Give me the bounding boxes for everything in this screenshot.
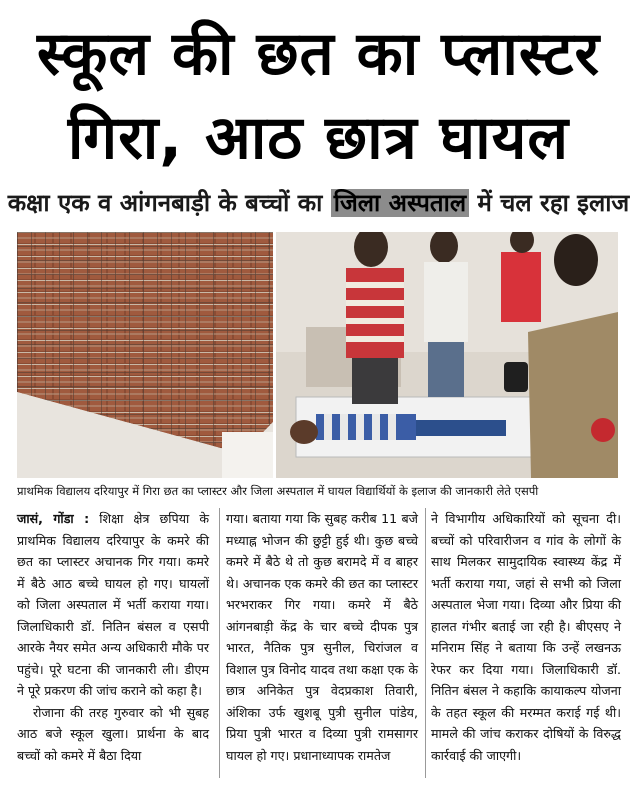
article-paragraph — [17, 508, 209, 702]
subheadline-before: कक्षा एक व आंगनबाड़ी के बच्चों का — [7, 189, 331, 217]
subheadline — [0, 186, 637, 220]
column-divider — [219, 508, 220, 778]
article-text: शिक्षा क्षेत्र छपिया के प्राथमिक विद्यालय दरियापुर के कमरे की छत का प्लास्टर अचानक गिर गया। कमरे में बैठे आठ बच्चे घायल हो गए। घायलों को जिला अस्पताल में भर्ती कराया गया। जिलाधिकारी डॉ. नितिन बंसल व एसपी आरके नैयर समेत अन्य अधिकारी मौके पर पहुंचे। पूरे घटना की जानकारी ली। डीएम ने पूरे प्रकरण की जांच कराने को कहा है। — [17, 511, 210, 698]
article-column-2 — [226, 508, 418, 766]
column-divider — [425, 508, 426, 778]
hospital-illustration — [276, 232, 618, 478]
article-column-1 — [17, 508, 209, 766]
article-paragraph: ने विभागीय अधिकारियों को सूचना दी। बच्चों को परिवारीजन व गांव के लोगों के साथ मिलकर सामुदायिक स्वास्थ्य केंद्र में भर्ती कराया गया, जहां से सभी को जिला अस्पताल भेजा गया। दिव्या और प्रिया की हालत गंभीर बताई जा रही है। बीएसए ने मनिराम सिंह ने बताया कि उन्हें लखनऊ रेफर कर दिया गया। जिलाधिकारी डॉ. नितिन बंसल ने कहाकि कायाकल्प योजना के तहत स्कूल की मरम्मत कराई गई थी। मामले की जांच कराकर दोषियों के विरुद्ध कार्रवाई की जाएगी। — [431, 511, 621, 763]
photo-hospital-ward — [276, 232, 618, 478]
dateline: जासं, गोंडा : — [17, 511, 90, 526]
article-paragraph: रोजाना की तरह गुरुवार को भी सुबह आठ बजे स्कूल खुला। प्रार्थना के बाद बच्चों को कमरे में बैठा दिया — [17, 704, 209, 763]
article-paragraph: गया। बताया गया कि सुबह करीब 11 बजे मध्याह्न भोजन की छुट्टी हुई थी। कुछ बच्चे कमरे में बैठे थे तो कुछ बरामदे में व बाहर थे। अचानक एक कमरे की छत का प्लास्टर भरभराकर गिर गया। कमरे में बैठे आंगनबाड़ी केंद्र के चार बच्चे दीपक पुत्र भारत, नैतिक पुत्र सुनील, चिरांजल व विशाल पुत्र विनोद यादव तथा कक्षा एक के छात्र अनिकेत पुत्र वेदप्रकाश तिवारी, अंशिका उर्फ खुशबू पुत्री सुनील पांडेय, प्रिया पुत्री भारत व दिव्या पुत्री रामसागर घायल हो गए। प्रधानाध्यापक रामतेज — [226, 511, 418, 763]
headline-line-1: स्कूल की छत का प्लास्टर — [36, 19, 601, 89]
photo-caption: प्राथमिक विद्यालय दरियापुर में गिरा छत का प्लास्टर और जिला अस्पताल में घायल विद्यार्थियों के इलाज की जानकारी लेते एसपी — [17, 484, 539, 498]
article-column-3 — [431, 508, 621, 766]
subheadline-after: में चल रहा इलाज — [469, 189, 630, 217]
ceiling-illustration — [17, 232, 273, 478]
headline-line-2: गिरा, आठ छात्र घायल — [67, 103, 570, 173]
subheadline-highlight: जिला अस्पताल — [331, 189, 469, 217]
photo-collapsed-ceiling — [17, 232, 273, 478]
